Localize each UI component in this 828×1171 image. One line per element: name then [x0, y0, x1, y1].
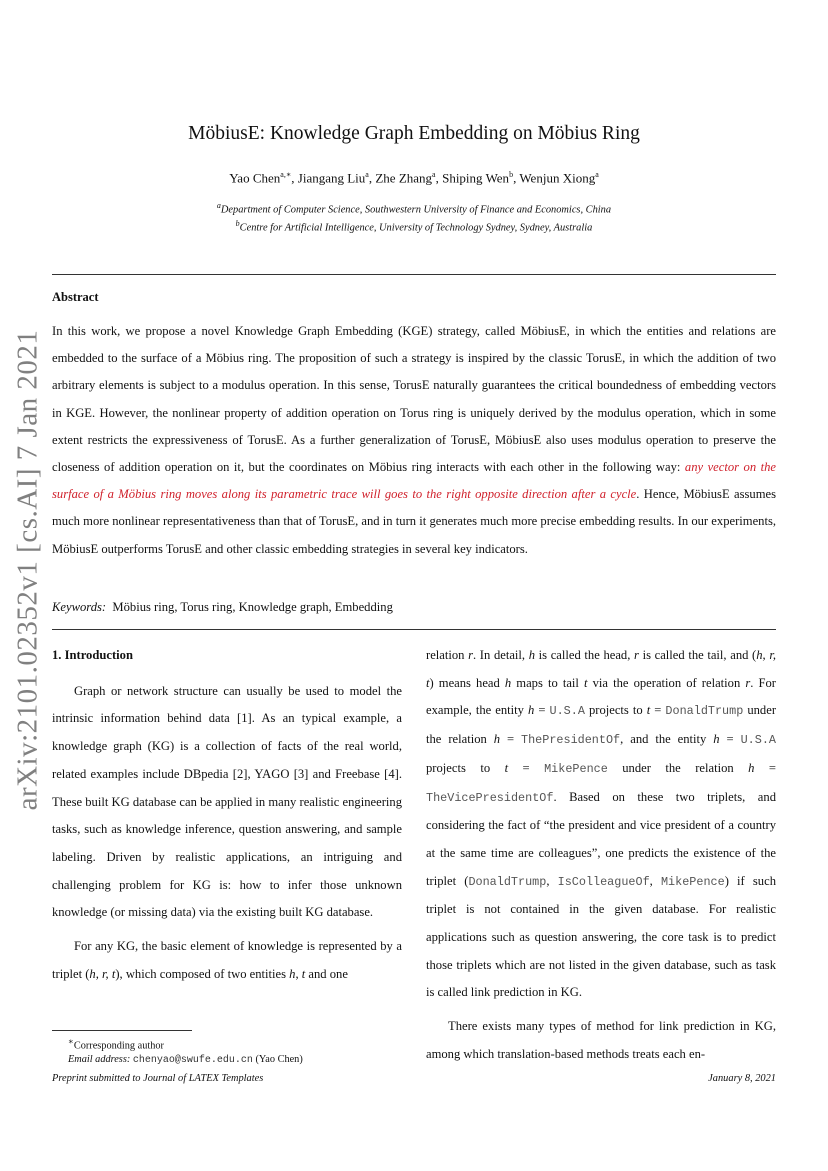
author-name: Jiangang Liu	[297, 170, 366, 186]
author-affil-mark: a	[432, 170, 436, 179]
keywords	[52, 600, 776, 615]
right-paragraph-2: There exists many types of method for link prediction in KG, among which translation-based methods treats each en-	[426, 1019, 776, 1061]
intro-paragraph-2: For any KG, the basic element of knowledge is represented by a triplet (h, r, t), which composed of two entities h, t and one	[52, 939, 402, 981]
right-column	[426, 642, 776, 1069]
abstract-body: In this work, we propose a novel Knowledge Graph Embedding (KGE) strategy, called MöbiusE, in which the entities and relations are embedded to the surface of a Möbius ring. The proposition of such a strategy is inspired by the classic TorusE, in which the addition of two arbitrary elements is subject to a modulus operation. In this sense, TorusE naturally guarantees the critical boundedness of embedding vectors in KGE. However, the nonlinear property of addition operation on Torus ring is uniquely derived by the modulus operation, which in some extent restricts the expressiveness of TorusE. As a further generalization of TorusE, MöbiusE also uses modulus operation to preserve the closeness of addition operation on it, but the coordinates on Möbius ring interacts with each other in the following way: any vector on the surface of a Möbius ring moves along its parametric trace will goes to the right opposite direction after a cycle. Hence, MöbiusE assumes much more nonlinear representativeness than that of TorusE, and in turn it generates much more precise embedding results. In our experiments, MöbiusE outperforms TorusE and other classic embedding strategies in several key indicators.	[52, 324, 777, 556]
footnote-corresponding: ∗Corresponding author	[68, 1036, 164, 1052]
author-affil-mark: b	[509, 170, 514, 179]
abstract-highlight: any vector on the surface of a Möbius ring moves along its parametric trace will goes to the right opposite direction after a cycle	[52, 460, 776, 502]
email-link[interactable]: chenyao@swufe.edu.cn	[132, 1055, 253, 1067]
author-affil-mark: a,∗	[280, 170, 292, 179]
author-name: Wenjun Xiong	[519, 170, 596, 186]
keywords-rule	[52, 629, 776, 630]
footer-date: January 8, 2021	[708, 1073, 776, 1084]
left-column	[52, 642, 402, 988]
author-list: Yao Chen$^{a,∗}$, Jiangang Liu$^a$, Zhe Zhang$^a$, Shiping Wen$^b$, Wenjun Xiong$^a$	[229, 170, 599, 186]
section-heading: 1. Introduction	[52, 648, 133, 662]
author-affil-mark: a	[595, 170, 599, 179]
affiliations	[0, 199, 828, 236]
paper-title: MöbiusE: Knowledge Graph Embedding on Möbius Ring	[188, 123, 640, 144]
top-rule	[52, 274, 776, 275]
footnote-rule	[52, 1030, 192, 1031]
footnote	[68, 1034, 303, 1068]
author-name: Shiping Wen	[442, 170, 510, 186]
affiliation-b: $^b$Centre for Artificial Intelligence, University of Technology Sydney, Sydney, Australia	[235, 219, 593, 234]
author-name: Zhe Zhang	[375, 170, 433, 186]
footer-left: Preprint submitted to Journal of LATEX Templates	[52, 1073, 264, 1084]
footnote-email: Email address: chenyao@swufe.edu.cn (Yao Chen)	[68, 1054, 303, 1067]
arxiv-sidebar-label: arXiv:2101.02352v1 [cs.AI] 7 Jan 2021	[11, 329, 44, 811]
keywords-label: Keywords:	[52, 600, 107, 614]
author-affil-mark: a	[365, 170, 369, 179]
affiliation-a: $^a$Department of Computer Science, Southwestern University of Finance and Economics, China	[216, 201, 612, 216]
intro-paragraph-1: Graph or network structure can usually be used to model the intrinsic information behind data [1]. As an typical example, a knowledge graph (KG) is a collection of facts of the real world, related examples include DBpedia [2], YAGO [3] and Freebase [4]. These built KG database can be applied in many realistic engineering tasks, such as knowledge inference, question answering, and sample labeling. Driven by realistic applications, an intriguing and challenging problem for KG is: how to infer those unknown knowledge (or missing data) via the existing built KG database.	[52, 683, 402, 920]
author-name: Yao Chen	[229, 170, 281, 186]
abstract-heading: Abstract	[52, 290, 99, 304]
right-paragraph-1: relation r. In detail, h is called the head, r is called the tail, and (h, r, t) means head h maps to tail t via the operation of relation r. For example, the entity h = U.S.A projects to t = DonaldTrump under the relation h = ThePresidentOf, and the entity h = U.S.A projects to t = MikePence under the relation h = TheVicePresidentOf. Based on these two triplets, and considering the fact of “the president and vice president of a country at the same time are colleagues”, one predicts the existence of the triplet (DonaldTrump, IsColleagueOf, MikePence) if such triplet is not contained in the given database. For realistic applications such as question answering, the core task is to predict those triplets which are not listed in the given database, such as task is called link prediction in KG.	[426, 648, 777, 1000]
keywords-text: Möbius ring, Torus ring, Knowledge graph, Embedding	[112, 600, 393, 614]
